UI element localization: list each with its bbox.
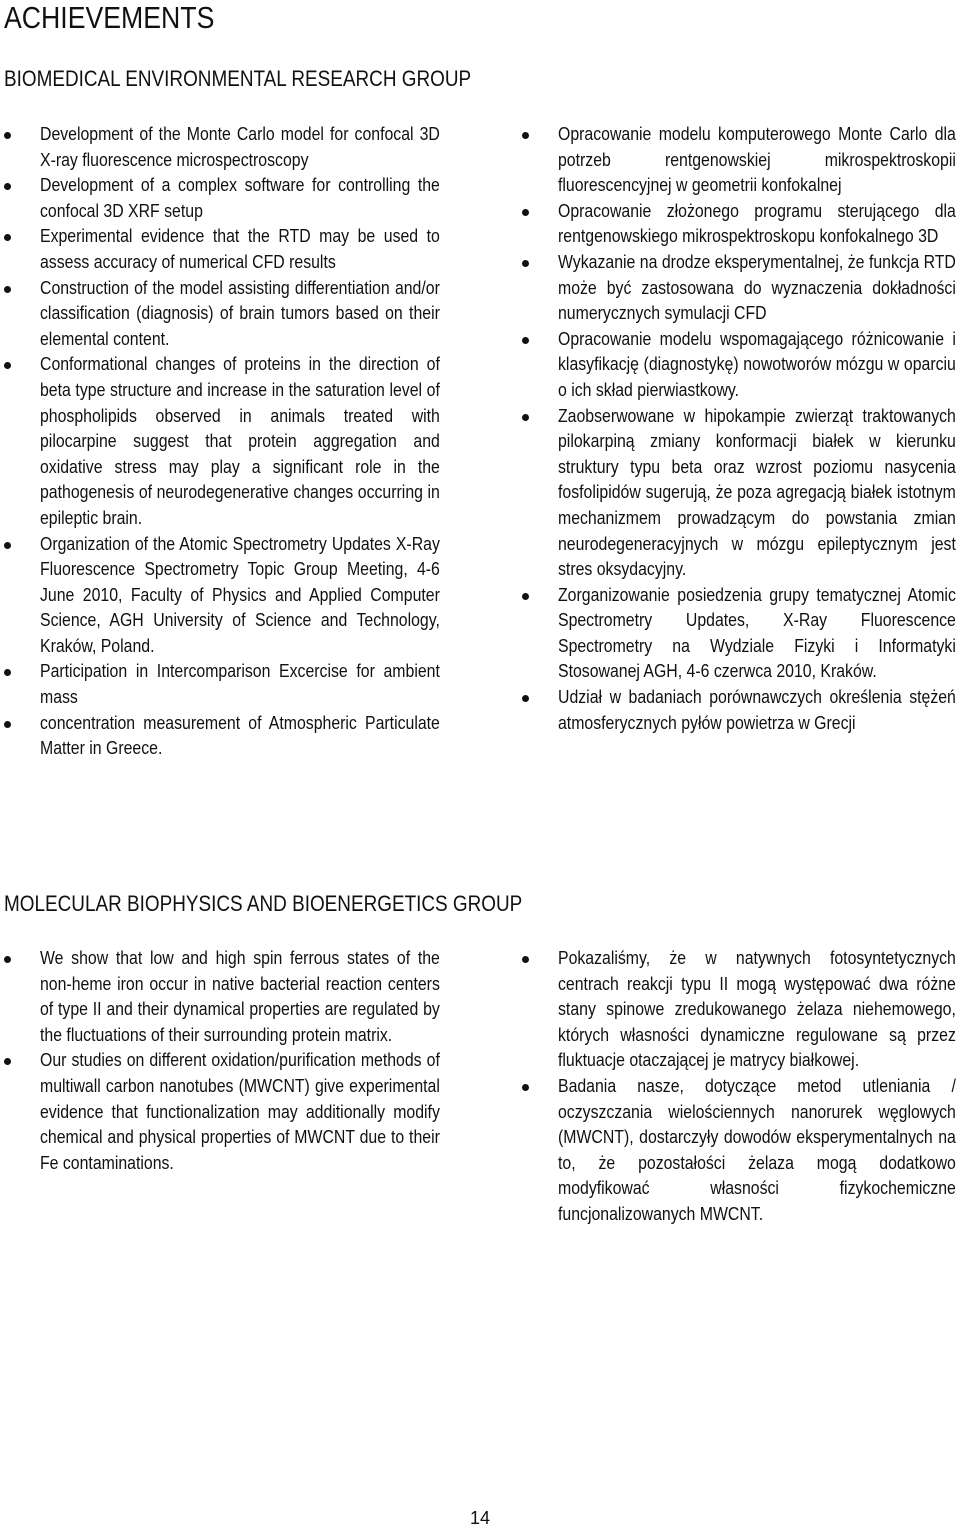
group-heading-biomedical: BIOMEDICAL ENVIRONMENTAL RESEARCH GROUP xyxy=(4,66,472,91)
list-item: Opracowanie modelu komputerowego Monte Carlo dla potrzeb rentgenowskiej mikrospektroskopii fluorescencyjnej w geometrii konfokalnej xyxy=(518,122,956,199)
list-item: Our studies on different oxidation/purification methods of multiwall carbon nanotubes (MWCNT) give experimental evidence that functionalization may additionally modify chemical and physical properties of MWCNT due to their Fe contaminations. xyxy=(0,1048,440,1176)
list-item: Badania nasze, dotyczące metod utleniania / oczyszczania wielościennych nanorurek węglowych (MWCNT), dostarczyły dowodów eksperymentalnych na to, że pozostałości żelaza mogą dodatkowo modyfikować własności fizykochemiczne funcjonalizowanych MWCNT. xyxy=(518,1074,956,1228)
bullet-icon xyxy=(4,286,11,293)
bullet-icon xyxy=(4,183,11,190)
group-heading-molecular: MOLECULAR BIOPHYSICS AND BIOENERGETICS GROUP xyxy=(4,891,523,916)
list-item: Zaobserwowane w hipokampie zwierząt traktowanych pilokarpiną zmiany konformacji białek w kierunku struktury typu beta oraz wzrost poziomu nasycenia fosfolipidów sugerują, że poza agregacją białek istotnym mechanizmem prowadzącym do powstania zmian neurodegeneracyjnych w mózgu epileptycznym jest stres oksydacyjny. xyxy=(518,404,956,583)
list-item: concentration measurement of Atmospheric Particulate Matter in Greece. xyxy=(0,711,440,762)
list-item: Udział w badaniach porównawczych określenia stężeń atmosferycznych pyłów powietrza w Grecji xyxy=(518,685,956,736)
list-item: Opracowanie modelu wspomagającego różnicowanie i klasyfikację (diagnostykę) nowotworów mózgu w oparciu o ich skład pierwiastkowy. xyxy=(518,327,956,404)
polish-list-biomedical xyxy=(518,122,956,736)
polish-list-molecular xyxy=(518,946,956,1228)
english-list-molecular xyxy=(0,946,440,1176)
bullet-icon xyxy=(522,132,529,139)
list-item: Pokazaliśmy, że w natywnych fotosyntetycznych centrach reakcji typu II mogą występować dwa różne stany spinowe zredukowanego żelaza niehemowego, których własności dynamiczne regulowane są przez fluktuacje otaczającej je matrycy białkowej. xyxy=(518,946,956,1074)
bullet-icon xyxy=(4,132,11,139)
bullet-icon xyxy=(522,695,529,702)
list-item: Zorganizowanie posiedzenia grupy tematycznej Atomic Spectrometry Updates, X-Ray Fluorescence Spectrometry na Wydziale Fizyki i Informatyki Stosowanej AGH, 4-6 czerwca 2010, Kraków. xyxy=(518,583,956,685)
bullet-icon xyxy=(522,956,529,963)
bullet-icon xyxy=(4,234,11,241)
bullet-icon xyxy=(522,1084,529,1091)
list-item: Construction of the model assisting differentiation and/or classification (diagnosis) of brain tumors based on their elemental content. xyxy=(0,276,440,353)
bullet-icon xyxy=(4,669,11,676)
bullet-icon xyxy=(522,414,529,421)
bullet-icon xyxy=(522,260,529,267)
list-item: Development of the Monte Carlo model for confocal 3D X-ray fluorescence microspectroscopy xyxy=(0,122,440,173)
page-number: 14 xyxy=(469,1508,491,1528)
list-item: We show that low and high spin ferrous states of the non-heme iron occur in native bacterial reaction centers of type II and their dynamical properties are regulated by the fluctuations of their surrounding protein matrix. xyxy=(0,946,440,1048)
list-item: Conformational changes of proteins in the direction of beta type structure and increase in the saturation level of phospholipids observed in animals treated with pilocarpine suggest that protein aggregation and oxidative stress may play a significant role in the pathogenesis of neurodegenerative changes occurring in epileptic brain. xyxy=(0,352,440,531)
list-item: Participation in Intercomparison Excercise for ambient mass xyxy=(0,659,440,710)
list-item: Wykazanie na drodze eksperymentalnej, że funkcja RTD może być zastosowana do wyznaczenia dokładności numerycznych symulacji CFD xyxy=(518,250,956,327)
english-list-biomedical xyxy=(0,122,440,762)
list-item: Development of a complex software for controlling the confocal 3D XRF setup xyxy=(0,173,440,224)
bullet-icon xyxy=(522,209,529,216)
bullet-icon xyxy=(4,1058,11,1065)
bullet-icon xyxy=(522,337,529,344)
list-item: Experimental evidence that the RTD may be used to assess accuracy of numerical CFD results xyxy=(0,224,440,275)
bullet-icon xyxy=(4,362,11,369)
bullet-icon xyxy=(4,542,11,549)
list-item: Organization of the Atomic Spectrometry Updates X-Ray Fluorescence Spectrometry Topic Group Meeting, 4-6 June 2010, Faculty of Physics and Applied Computer Science, AGH University of Science and Technology, Kraków, Poland. xyxy=(0,532,440,660)
bullet-icon xyxy=(4,956,11,963)
bullet-icon xyxy=(522,593,529,600)
list-item: Opracowanie złożonego programu sterującego dla rentgenowskiego mikrospektroskopu konfokalnego 3D xyxy=(518,199,956,250)
page-title: ACHIEVEMENTS xyxy=(4,0,215,35)
bullet-icon xyxy=(4,721,11,728)
